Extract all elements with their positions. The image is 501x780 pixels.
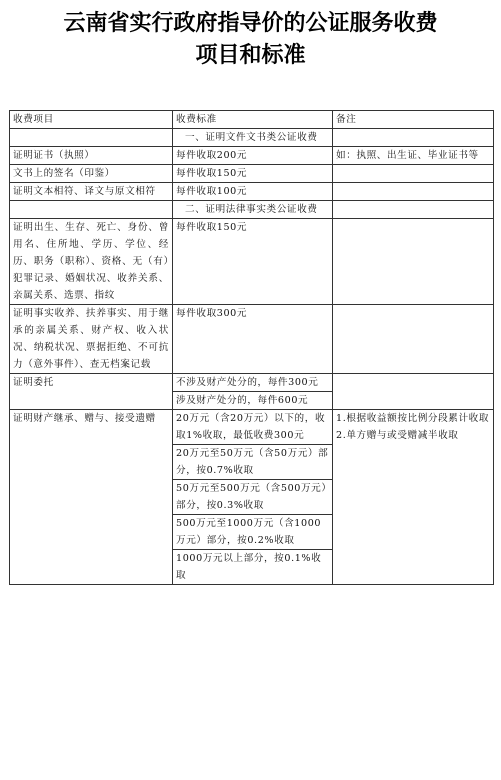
- item-cell: 证明委托: [10, 374, 173, 410]
- page-title-line-2: 项目和标准: [195, 43, 306, 68]
- table-row: [10, 410, 494, 445]
- standard-cell: 1000万元以上部分，按0.1%收取: [173, 550, 333, 585]
- standard-cell: 20万元至50万元（含50万元）部分，按0.7%收取: [173, 445, 333, 480]
- standard-cell: 每件收取150元: [173, 165, 333, 183]
- table-row: [10, 165, 494, 183]
- note-line: 1.根据收益额按比例分段累计收取: [336, 413, 490, 424]
- blank-cell: [10, 201, 173, 219]
- note-line: 2.单方赠与或受赠减半收取: [336, 430, 459, 441]
- blank-cell: [10, 129, 173, 147]
- blank-cell: [333, 201, 494, 219]
- standard-cell: 涉及财产处分的，每件600元: [173, 392, 333, 410]
- table-row: [10, 147, 494, 165]
- header-item: 收费项目: [10, 111, 173, 129]
- note-cell: [333, 183, 494, 201]
- note-cell: 如：执照、出生证、毕业证书等: [333, 147, 494, 165]
- page-title: [0, 8, 501, 72]
- fee-table: [9, 110, 494, 585]
- standard-cell: 20万元（含20万元）以下的，收取1%收取，最低收费300元: [173, 410, 333, 445]
- section-title-documents: 一、证明文件文书类公证收费: [173, 129, 333, 147]
- standard-cell: 不涉及财产处分的，每件300元: [173, 374, 333, 392]
- item-cell: 文书上的签名（印鉴）: [10, 165, 173, 183]
- header-note: 备注: [333, 111, 494, 129]
- blank-cell: [333, 129, 494, 147]
- section-row-facts: [10, 201, 494, 219]
- note-cell: [333, 305, 494, 374]
- item-cell: 证明事实收养、扶养事实、用于继承的亲属关系、财产权、收入状况、纳税状况、票据拒绝、不可抗力（意外事件）、查无档案记载: [10, 305, 173, 374]
- item-cell: 证明证书（执照）: [10, 147, 173, 165]
- section-title-facts: 二、证明法律事实类公证收费: [173, 201, 333, 219]
- table-row: [10, 374, 494, 392]
- note-cell: [333, 219, 494, 305]
- item-cell: 证明出生、生存、死亡、身份、曾用名、住所地、学历、学位、经历、职务（职称）、资格、无（有）犯罪记录、婚姻状况、收养关系、亲属关系、选票、指纹: [10, 219, 173, 305]
- standard-cell: 每件收取200元: [173, 147, 333, 165]
- header-standard: 收费标准: [173, 111, 333, 129]
- note-cell: [333, 374, 494, 410]
- table-row: [10, 219, 494, 305]
- standard-cell: 每件收取100元: [173, 183, 333, 201]
- standard-cell: 每件收取150元: [173, 219, 333, 305]
- item-cell: 证明文本相符、译文与原文相符: [10, 183, 173, 201]
- header-row: [10, 111, 494, 129]
- note-cell: [333, 165, 494, 183]
- standard-cell: 50万元至500万元（含500万元）部分，按0.3%收取: [173, 480, 333, 515]
- standard-cell: 500万元至1000万元（含1000万元）部分，按0.2%收取: [173, 515, 333, 550]
- item-cell: 证明财产继承、赠与、接受遗赠: [10, 410, 173, 585]
- table-row: [10, 305, 494, 374]
- standard-cell: 每件收取300元: [173, 305, 333, 374]
- note-cell: [333, 410, 494, 585]
- section-row-documents: [10, 129, 494, 147]
- page-title-line-1: 云南省实行政府指导价的公证服务收费: [63, 11, 438, 36]
- table-row: [10, 183, 494, 201]
